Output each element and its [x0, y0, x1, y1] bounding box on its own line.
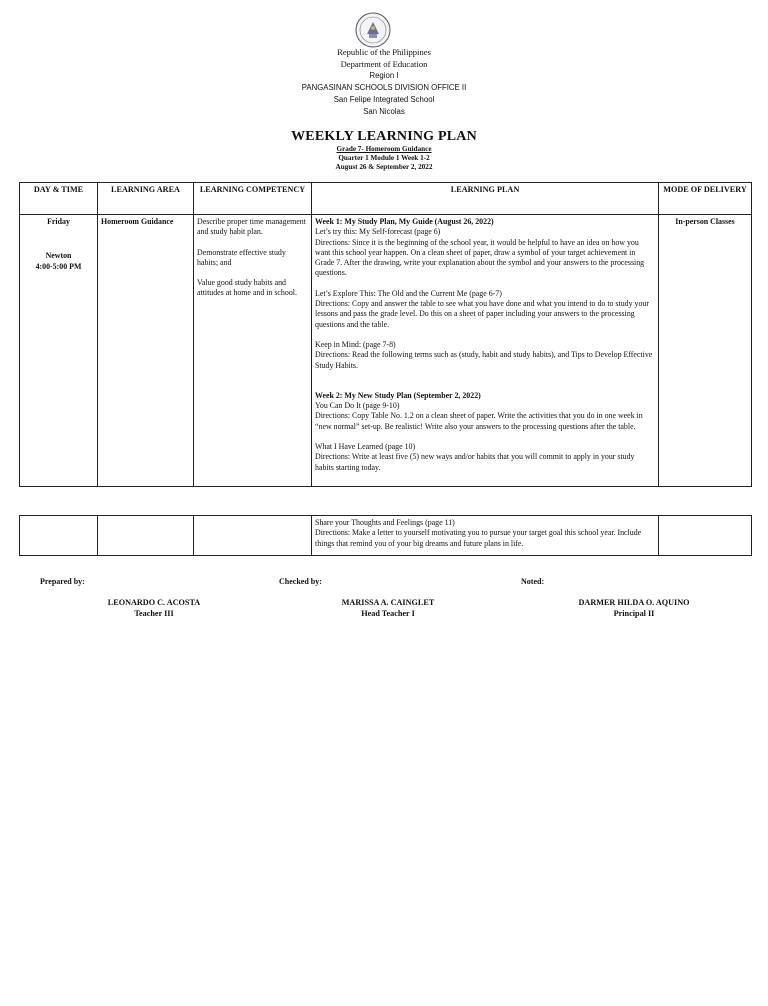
noted-label: Noted:	[521, 577, 545, 586]
header-town: San Nicolas	[363, 107, 405, 116]
header-republic: Republic of the Philippines	[337, 47, 431, 57]
activity-title: Share your Thoughts and Feelings (page 11)	[315, 518, 455, 527]
activity-directions: Directions: Read the following terms such as (study, habit and study habits), and Tips to Develop Effective Study Habits.	[315, 350, 653, 370]
header-day-time: DAY & TIME	[20, 183, 98, 215]
competency-cell	[194, 215, 312, 487]
section-text: Newton	[45, 251, 72, 261]
learning-plan-table	[19, 182, 752, 487]
competency-item: Value good study habits and attitudes at home and in school.	[197, 278, 297, 298]
header-learning-competency: LEARNING COMPETENCY	[194, 183, 312, 215]
prepared-signatory	[54, 598, 254, 619]
activity-title: Let’s Explore This: The Old and the Current Me (page 6-7)	[315, 288, 502, 298]
mode-of-delivery-cell: In-person Classes	[659, 215, 752, 487]
header-mode-of-delivery: MODE OF DELIVERY	[659, 183, 752, 215]
activity-directions: Directions: Write at least five (5) new ways and/or habits that you will commit to apply in your study habits starting today.	[315, 452, 635, 472]
empty-cell	[659, 516, 752, 556]
learning-plan-cell	[312, 215, 659, 487]
page-title: WEEKLY LEARNING PLAN	[291, 129, 477, 144]
subtitle-grade: Grade 7- Homeroom Guidance	[336, 145, 432, 153]
header-school: San Felipe Integrated School	[333, 95, 435, 104]
competency-item: Demonstrate effective study habits; and	[197, 247, 286, 267]
signatory-role: Head Teacher I	[361, 608, 415, 618]
header-region: Region I	[369, 71, 399, 80]
subtitle-quarter: Quarter 1 Module 1 Week 1-2	[338, 154, 430, 162]
activity-title: Let’s try this: My Self-forecast (page 6)	[315, 227, 441, 237]
activity-title: Keep in Mind: (page 7-8)	[315, 339, 396, 349]
competency-item: Describe proper time management and study habit plan.	[197, 217, 306, 237]
empty-cell	[20, 516, 98, 556]
activity-directions: Directions: Since it is the beginning of the school year, it would be helpful to have an idea on how you want this school year happen. On a clean sheet of paper, draw a symbol of your target achievement in Grade 7. After the drawing, write your explanation about the symbol and your answers to the processing questions.	[315, 237, 645, 278]
deped-seal-logo	[355, 12, 391, 48]
table-header-row	[20, 183, 752, 215]
table-row	[20, 215, 752, 487]
checked-signatory	[288, 598, 488, 619]
activity-directions: Directions: Make a letter to yourself motivating you to pursue your target goal this school year. Include things that remind you of your big dreams and future plans in life.	[315, 528, 642, 548]
signatory-name: LEONARDO C. ACOSTA	[107, 598, 201, 607]
time-text: 4:00-5:00 PM	[35, 261, 82, 271]
activity-title: What I Have Learned (page 10)	[315, 442, 416, 452]
prepared-by-label: Prepared by:	[40, 577, 85, 586]
week2-title: Week 2: My New Study Plan (September 2, 2022)	[315, 390, 481, 400]
learning-plan-cell	[312, 516, 659, 556]
activity-title: You Can Do It (page 9-10)	[315, 401, 400, 411]
learning-area-cell: Homeroom Guidance	[98, 215, 194, 487]
header-learning-area: LEARNING AREA	[98, 183, 194, 215]
activity-directions: Directions: Copy and answer the table to see what you have done and what you intend to do to study your lessons and pass the grade level. Do this on a sheet of paper including your answers to the processing questions and the table.	[315, 299, 649, 329]
activity-directions: Directions: Copy Table No. 1.2 on a clean sheet of paper. Write the activities that you do in one week in “new normal” set-up. Be realistic! Write also your answers to the processing questions after the table.	[315, 411, 643, 431]
signatory-name: MARISSA A. CAINGLET	[341, 598, 435, 607]
week1-title: Week 1: My Study Plan, My Guide (August 26, 2022)	[315, 217, 494, 226]
empty-cell	[98, 516, 194, 556]
day-time-cell	[20, 215, 98, 487]
table-row	[20, 516, 752, 556]
checked-by-label: Checked by:	[279, 577, 322, 586]
header-learning-plan: LEARNING PLAN	[312, 183, 659, 215]
signatory-role: Principal II	[613, 608, 655, 618]
header-department: Department of Education	[340, 58, 428, 69]
continuation-table	[19, 515, 752, 556]
day-text: Friday	[47, 217, 70, 226]
noted-signatory	[534, 598, 734, 619]
signatory-role: Teacher III	[134, 608, 174, 618]
subtitle-dates: August 26 & September 2, 2022	[335, 163, 433, 171]
empty-cell	[194, 516, 312, 556]
header-division: PANGASINAN SCHOOLS DIVISION OFFICE II	[301, 83, 467, 92]
signatory-name: DARMER HILDA O. AQUINO	[578, 598, 690, 607]
